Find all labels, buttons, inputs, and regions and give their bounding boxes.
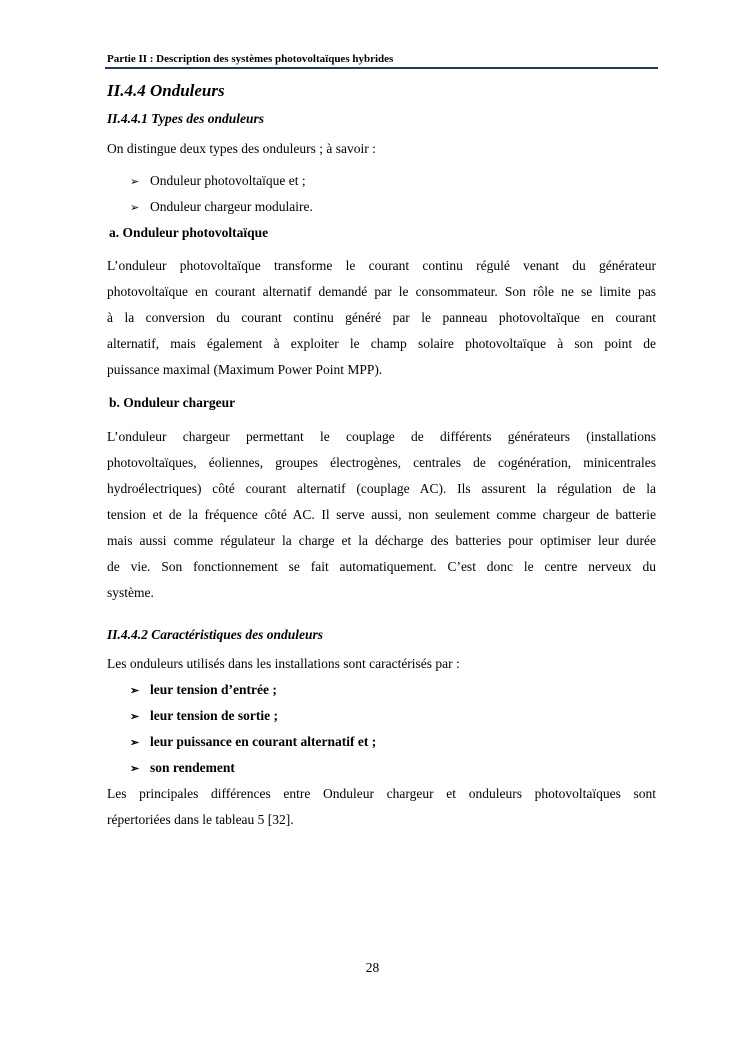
bullet-arrow-icon: ➢	[130, 202, 140, 214]
bullet-arrow-icon: ➢	[130, 711, 140, 723]
paragraph-b: L’onduleur chargeur permettant le couplage de différents générateurs (installations photovoltaïques, éoliennes, groupes électrogènes, centrales de cogénération, minicentrales hydroélectriques) côté courant alternatif (couplage AC). Ils assurent la régulation de la tension et de la fréquence côté AC. Il serve aussi, non seulement comme chargeur de batterie mais aussi comme régulateur la charge et la décharge des batteries pour optimiser leur durée de vie. Son fonctionnement se fait automatiquement. C’est donc le centre nerveux du système.	[107, 429, 656, 600]
subsection-heading-characteristics: II.4.4.2 Caractéristiques des onduleurs	[107, 627, 324, 642]
list-item: ➢ leur puissance en courant alternatif et ;	[130, 733, 376, 752]
page-number: 28	[365, 960, 380, 975]
list-item: ➢ leur tension d’entrée ;	[130, 681, 277, 700]
bullet-arrow-icon: ➢	[130, 763, 140, 775]
subsection-heading-types: II.4.4.1 Types des onduleurs	[107, 111, 265, 126]
subheading-a: a. Onduleur photovoltaïque	[109, 225, 269, 240]
list-item: ➢ Onduleur chargeur modulaire.	[130, 198, 313, 217]
list-item: ➢ Onduleur photovoltaïque et ;	[130, 172, 306, 191]
section-heading: II.4.4 Onduleurs	[107, 81, 225, 100]
paragraph-a: L’onduleur photovoltaïque transforme le courant continu régulé venant du générateur photovoltaïque en courant alternatif demandé par le consommateur. Son rôle ne se limite pas à la conversion du courant continu généré par le panneau photovoltaïque en courant alternatif, mais également à exploiter le champ solaire photovoltaïque à son point de puissance maximal (Maximum Power Point MPP).	[107, 258, 656, 377]
header-rule	[105, 67, 658, 69]
bullet-arrow-icon: ➢	[130, 737, 140, 749]
list-item: ➢ son rendement	[130, 759, 235, 778]
closing-paragraph: Les principales différences entre Onduleur chargeur et onduleurs photovoltaïques sont répertoriées dans le tableau 5 [32].	[107, 786, 656, 827]
bullet-arrow-icon: ➢	[130, 685, 140, 697]
running-header: Partie II : Description des systèmes photovoltaïques hybrides	[107, 53, 394, 65]
characteristics-intro: Les onduleurs utilisés dans les installations sont caractérisés par :	[107, 656, 460, 671]
bullet-arrow-icon: ➢	[130, 176, 140, 188]
types-intro: On distingue deux types des onduleurs ; à savoir :	[107, 141, 376, 156]
list-item: ➢ leur tension de sortie ;	[130, 707, 278, 726]
subheading-b: b. Onduleur chargeur	[109, 395, 236, 410]
